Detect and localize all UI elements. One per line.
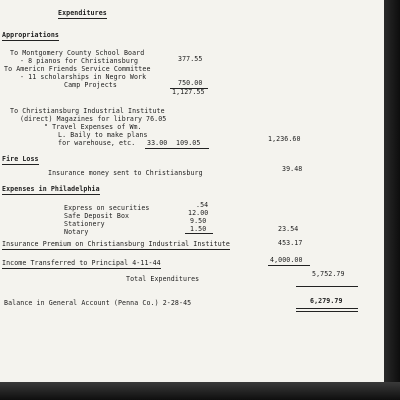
afsc-line-3: Camp Projects (64, 81, 117, 89)
scan-edge-right (384, 0, 400, 400)
phila-item-label: Notary (64, 228, 89, 236)
philadelphia-heading: Expenses in Philadelphia (2, 185, 100, 193)
insurance-amount: 453.17 (278, 239, 303, 247)
institute-subtotal: 109.05 (176, 139, 201, 147)
montgomery-line-2: - 8 pianos for Christiansburg (20, 57, 139, 65)
institute-line-1: To Christiansburg Industrial Institute (10, 107, 165, 115)
afsc-line-1: To Americn Friends Service Committee (4, 65, 151, 73)
page-title: Expenditures (58, 9, 107, 17)
institute-line-5: for warehouse, etc. (58, 139, 136, 147)
phila-item-label: Stationery (64, 220, 105, 228)
appropriations-subtotal: 1,127.55 (172, 88, 205, 96)
total-expenditures-amount: 5,752.79 (312, 270, 345, 278)
phila-item-amount: .54 (196, 201, 209, 209)
institute-rule (145, 148, 209, 149)
institute-total: 1,236.60 (268, 135, 301, 143)
total-rule (296, 286, 358, 287)
montgomery-amount: 377.55 (178, 55, 203, 63)
afsc-amount: 750.00 (178, 79, 203, 87)
insurance-text: Insurance Premium on Christiansburg Industrial Institute (2, 240, 230, 248)
income-text: Income Transferred to Principal 4-11-44 (2, 259, 161, 267)
afsc-line-2: - 11 scholarships in Negro Work (20, 73, 147, 81)
fire-loss-amount: 39.48 (282, 165, 303, 173)
phila-item-label: Express on securities (64, 204, 150, 212)
phila-total: 23.54 (278, 225, 299, 233)
total-expenditures-label: Total Expenditures (126, 275, 200, 283)
institute-line-3: " Travel Expenses of Wm. (44, 123, 142, 131)
income-rule (268, 265, 310, 266)
income-amount: 4,000.00 (270, 256, 303, 264)
fire-loss-heading: Fire Loss (2, 155, 39, 163)
phila-item-label: Safe Deposit Box (64, 212, 130, 220)
phila-rule (185, 233, 213, 234)
balance-rule-2 (296, 311, 358, 312)
appropriations-heading: Appropriations (2, 31, 59, 39)
phila-item-amount: 1.50 (190, 225, 207, 233)
balance-amount: 6,279.79 (310, 297, 343, 305)
balance-rule-1 (296, 308, 358, 309)
scan-edge-bottom (0, 382, 400, 400)
institute-line-2: (direct) Magazines for library (20, 115, 143, 123)
fire-loss-text: Insurance money sent to Christiansburg (48, 169, 203, 177)
balance-text: Balance in General Account (Penna Co.) 2-28-45 (4, 299, 192, 307)
phila-item-amount: 9.50 (190, 217, 207, 225)
institute-line-4: L. Baily to make plans (58, 131, 148, 139)
travel-amount: 33.00 (147, 139, 168, 147)
montgomery-line-1: To Montgomery County School Board (10, 49, 145, 57)
phila-item-amount: 12.00 (188, 209, 209, 217)
magazines-amount: 76.05 (146, 115, 167, 123)
